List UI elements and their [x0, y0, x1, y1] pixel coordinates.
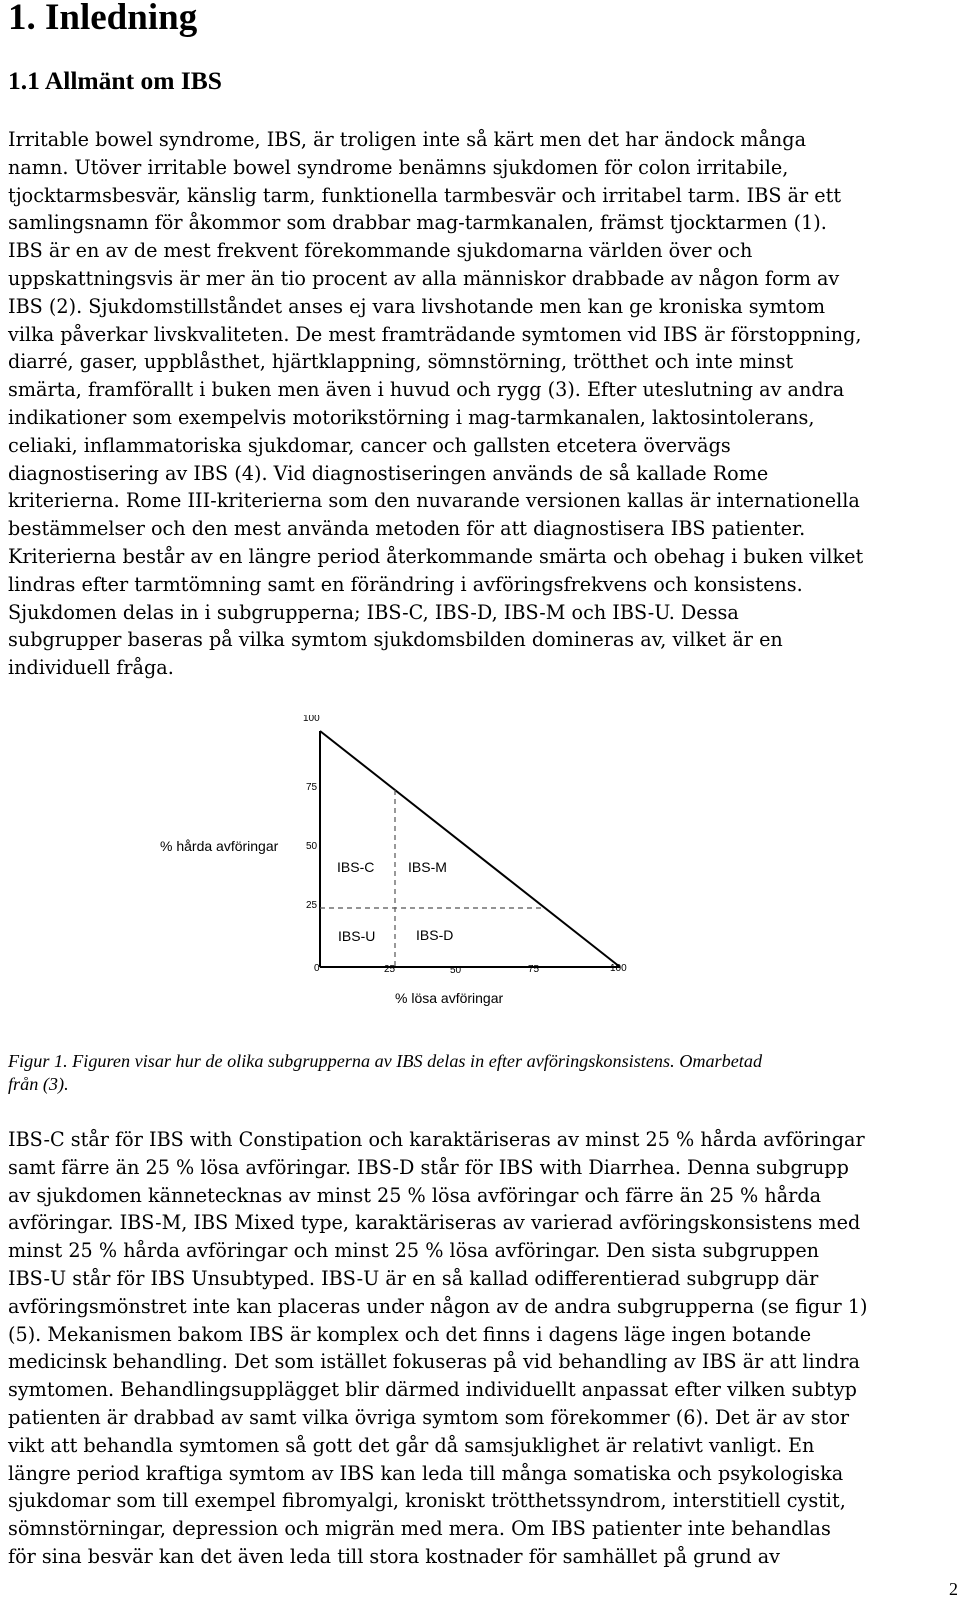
y-tick-label: 75: [306, 782, 318, 793]
text-line: sömnstörningar, depression och migrän med mera. Om IBS patienter inte behandlas: [8, 1517, 831, 1541]
x-tick-label: 75: [528, 964, 540, 975]
text-line: subgrupper baseras på vilka symtom sjukdomsbilden domineras av, vilket är en: [8, 628, 783, 652]
page-number: 2: [949, 1579, 958, 1599]
text-line: Sjukdomen delas in i subgrupperna; IBS-C, IBS-D, IBS-M och IBS-U. Dessa: [8, 600, 739, 624]
text-line: avföringar. IBS-M, IBS Mixed type, karaktäriseras av varierad avföringskonsistens med: [8, 1211, 861, 1235]
text-line: längre period kraftiga symtom av IBS kan leda till många somatiska och psykologiska: [8, 1461, 844, 1485]
x-tick-label: 50: [450, 965, 462, 976]
text-line: smärta, framförallt i buken men även i huvud och rygg (3). Efter uteslutning av andra: [8, 378, 845, 402]
text-line: av sjukdomen kännetecknas av minst 25 % lösa avföringar och färre än 25 % hårda: [8, 1183, 822, 1207]
x-tick-label: 0: [314, 963, 320, 974]
y-axis-title: % hårda avföringar: [160, 838, 279, 854]
text-line: tjocktarmsbesvär, känslig tarm, funktionella tarmbesvär och irritabel tarm. IBS är ett: [8, 183, 842, 207]
text-line: minst 25 % hårda avföringar och minst 25 % lösa avföringar. Den sista subgruppen: [8, 1239, 820, 1263]
x-axis-title: % lösa avföringar: [395, 990, 504, 1006]
text-line: lindras efter tarmtömning samt en förändring i avföringsfrekvens och konsistens.: [8, 572, 803, 596]
text-line: sjukdomar som till exempel fibromyalgi, kroniskt trötthetssyndrom, interstitiell cystit,: [8, 1489, 846, 1513]
subgroup-paragraph: [8, 1126, 948, 1571]
text-line: vilka påverkar livskvaliteten. De mest framträdande symtomen vid IBS är förstoppning,: [8, 322, 862, 346]
x-tick-label: 25: [384, 964, 396, 975]
text-line: celiaki, inflammatoriska sjukdomar, cancer och gallsten etcetera övervägs: [8, 433, 731, 457]
text-line: kriterierna. Rome III-kriterierna som den nuvarande versionen kallas är internationella: [8, 489, 860, 513]
text-line: individuell fråga.: [8, 656, 174, 680]
text-line: IBS-U står för IBS Unsubtyped. IBS-U är en så kallad odifferentierad subgrupp där: [8, 1266, 819, 1290]
text-line: samt färre än 25 % lösa avföringar. IBS-D står för IBS with Diarrhea. Denna subgrupp: [8, 1155, 849, 1179]
region-label-ibs-u: IBS-U: [338, 928, 376, 944]
text-line: uppskattningsvis är mer än tio procent av alla människor drabbade av någon form av: [8, 266, 840, 290]
text-line: IBS-C står för IBS with Constipation och karaktäriseras av minst 25 % hårda avföringar: [8, 1128, 865, 1151]
figure-caption: [8, 1050, 948, 1096]
y-tick-label: 100: [303, 715, 320, 724]
caption-line: från (3).: [8, 1074, 69, 1094]
text-line: IBS (2). Sjukdomstillståndet anses ej vara livshotande men kan ge kroniska symtom: [8, 294, 826, 318]
section-heading: 1. Inledning: [8, 0, 198, 38]
text-line: indikationer som exempelvis motorikstörning i mag-tarmkanalen, laktosintolerans,: [8, 405, 815, 429]
text-line: avföringsmönstret inte kan placeras under någon av de andra subgrupperna (se figur 1): [8, 1294, 868, 1318]
text-line: diarré, gaser, uppblåsthet, hjärtklappning, sömnstörning, trötthet och inte minst: [8, 350, 794, 374]
text-line: bestämmelser och den mest använda metoden för att diagnostisera IBS patienter.: [8, 517, 806, 541]
text-line: medicinsk behandling. Det som istället fokuseras på vid behandling av IBS är att lindra: [8, 1350, 860, 1374]
y-tick-label: 25: [306, 900, 318, 911]
text-line: Kriterierna består av en längre period återkommande smärta och obehag i buken vilket: [8, 544, 864, 568]
text-line: (5). Mekanismen bakom IBS är komplex och det finns i dagens läge ingen botande: [8, 1322, 812, 1346]
region-label-ibs-m: IBS-M: [408, 859, 447, 875]
text-line: samlingsnamn för åkommor som drabbar mag-tarmkanalen, främst tjocktarmen (1).: [8, 211, 827, 235]
x-tick-label: 100: [610, 963, 627, 974]
text-line: Irritable bowel syndrome, IBS, är troligen inte så kärt men det har ändock många: [8, 128, 807, 151]
region-label-ibs-c: IBS-C: [337, 859, 375, 875]
y-tick-label: 50: [306, 841, 318, 852]
text-line: symtomen. Behandlingsupplägget blir därmed individuellt anpassat efter vilken subtyp: [8, 1378, 857, 1402]
ibs-subgroup-diagram: [150, 715, 650, 1030]
text-line: diagnostisering av IBS (4). Vid diagnostiseringen används de så kallade Rome: [8, 461, 769, 485]
text-line: för sina besvär kan det även leda till stora kostnader för samhället på grund av: [8, 1544, 780, 1568]
text-line: vikt att behandla symtomen så gott det går då samsjuklighet är relativt vanligt. En: [8, 1433, 815, 1457]
region-label-ibs-d: IBS-D: [416, 927, 454, 943]
text-line: patienten är drabbad av samt vilka övriga symtom som förekommer (6). Det är av stor: [8, 1405, 850, 1429]
text-line: namn. Utöver irritable bowel syndrome benämns sjukdomen för colon irritabile,: [8, 155, 789, 179]
caption-line: Figur 1. Figuren visar hur de olika subgrupperna av IBS delas in efter avföringskonsistens. Omarbetad: [8, 1051, 763, 1071]
subsection-heading: 1.1 Allmänt om IBS: [8, 66, 222, 95]
text-line: IBS är en av de mest frekvent förekommande sjukdomarna världen över och: [8, 239, 753, 263]
ibs-subgroup-figure: [150, 715, 650, 1030]
intro-paragraph: [8, 126, 948, 682]
